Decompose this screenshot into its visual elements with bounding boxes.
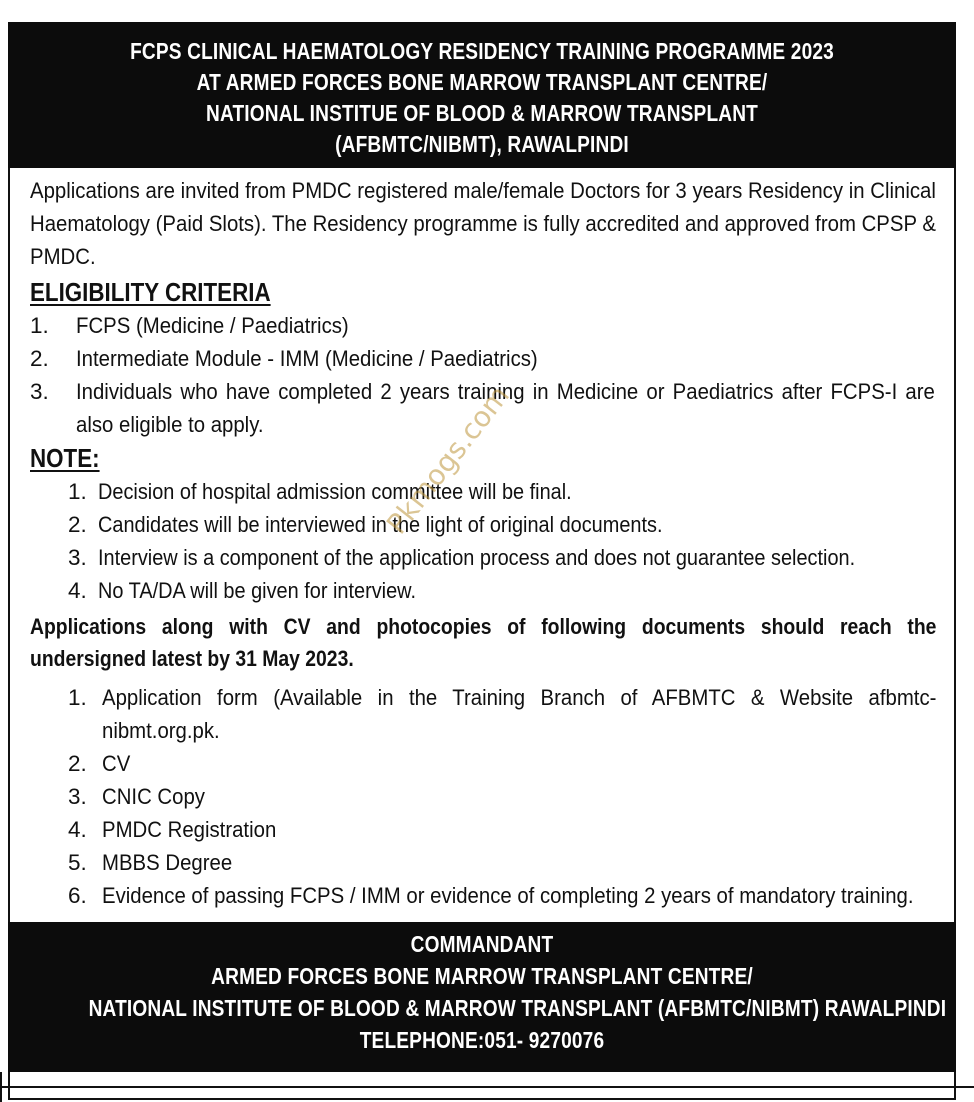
item-text: CV	[102, 751, 131, 776]
footer-line-3: NATIONAL INSTITUTE OF BLOOD & MARROW TRANSPLANT (AFBMTC/NIBMT) RAWALPINDI	[88, 995, 947, 1021]
item-number: 4.	[68, 578, 87, 603]
list-item	[30, 574, 936, 607]
item-number: 5.	[68, 850, 87, 875]
list-item	[30, 747, 936, 780]
advertisement-body	[30, 174, 936, 912]
documents-list	[30, 681, 936, 912]
item-number: 2.	[68, 512, 87, 537]
footer-line-2: ARMED FORCES BONE MARROW TRANSPLANT CENTRE/	[211, 963, 753, 989]
header-line-1: FCPS CLINICAL HAEMATOLOGY RESIDENCY TRAINING PROGRAMME 2023	[130, 38, 834, 64]
item-number: 1.	[68, 685, 87, 710]
list-item	[30, 846, 936, 879]
item-text: Application form (Available in the Training Branch of AFBMTC & Website afbmtc-nibmt.org.pk.	[102, 685, 937, 743]
list-item	[30, 508, 936, 541]
item-text: MBBS Degree	[102, 850, 233, 875]
list-item	[30, 681, 936, 747]
item-number: 4.	[68, 817, 87, 842]
item-text: Evidence of passing FCPS / IMM or evidence of completing 2 years of mandatory training.	[102, 883, 914, 908]
list-item	[30, 475, 936, 508]
item-number: 2.	[30, 346, 49, 371]
footer-banner	[8, 922, 956, 1072]
list-item	[30, 813, 936, 846]
list-item	[30, 879, 936, 912]
item-number: 1.	[68, 479, 87, 504]
footer-line-1: COMMANDANT	[410, 931, 554, 957]
note-heading: NOTE:	[30, 443, 100, 473]
item-number: 2.	[68, 751, 87, 776]
item-text: No TA/DA will be given for interview.	[98, 578, 417, 603]
header-line-2: AT ARMED FORCES BONE MARROW TRANSPLANT CENTRE/	[196, 69, 768, 95]
item-text: Individuals who have completed 2 years training in Medicine or Paediatrics after FCPS-I are also eligible to apply.	[76, 379, 935, 437]
item-text: Decision of hospital admission committee will be final.	[98, 479, 572, 504]
list-item	[30, 780, 936, 813]
bottom-divider	[0, 1086, 974, 1088]
item-number: 1.	[30, 313, 49, 338]
submission-instructions: Applications along with CV and photocopies of following documents should reach the undersigned latest by 31 May 2023.	[30, 614, 937, 671]
item-number: 6.	[68, 883, 87, 908]
watermark: Pkmogs.com	[380, 379, 516, 541]
eligibility-heading: ELIGIBILITY CRITERIA	[30, 277, 271, 307]
left-divider	[0, 1072, 2, 1102]
item-text: CNIC Copy	[102, 784, 205, 809]
item-number: 3.	[68, 784, 87, 809]
header-line-4: (AFBMTC/NIBMT), RAWALPINDI	[335, 131, 629, 157]
list-item	[30, 541, 936, 574]
footer-line-4: TELEPHONE:051- 9270076	[359, 1027, 605, 1053]
item-text: Candidates will be interviewed in the light of original documents.	[98, 512, 663, 537]
intro-paragraph: Applications are invited from PMDC registered male/female Doctors for 3 years Residency in Clinical Haematology (Paid Slots). The Residency programme is fully accredited and approved from CPSP & PMDC.	[30, 178, 936, 269]
item-text: FCPS (Medicine / Paediatrics)	[76, 313, 349, 338]
list-item	[30, 309, 936, 342]
list-item	[30, 342, 936, 375]
item-number: 3.	[30, 379, 49, 404]
note-list	[30, 475, 936, 607]
item-text: Interview is a component of the application process and does not guarantee selection.	[98, 545, 856, 570]
item-text: Intermediate Module - IMM (Medicine / Paediatrics)	[76, 346, 538, 371]
header-line-3: NATIONAL INSTITUE OF BLOOD & MARROW TRANSPLANT	[205, 100, 759, 126]
header-banner	[8, 22, 956, 168]
item-text: PMDC Registration	[102, 817, 277, 842]
item-number: 3.	[68, 545, 87, 570]
